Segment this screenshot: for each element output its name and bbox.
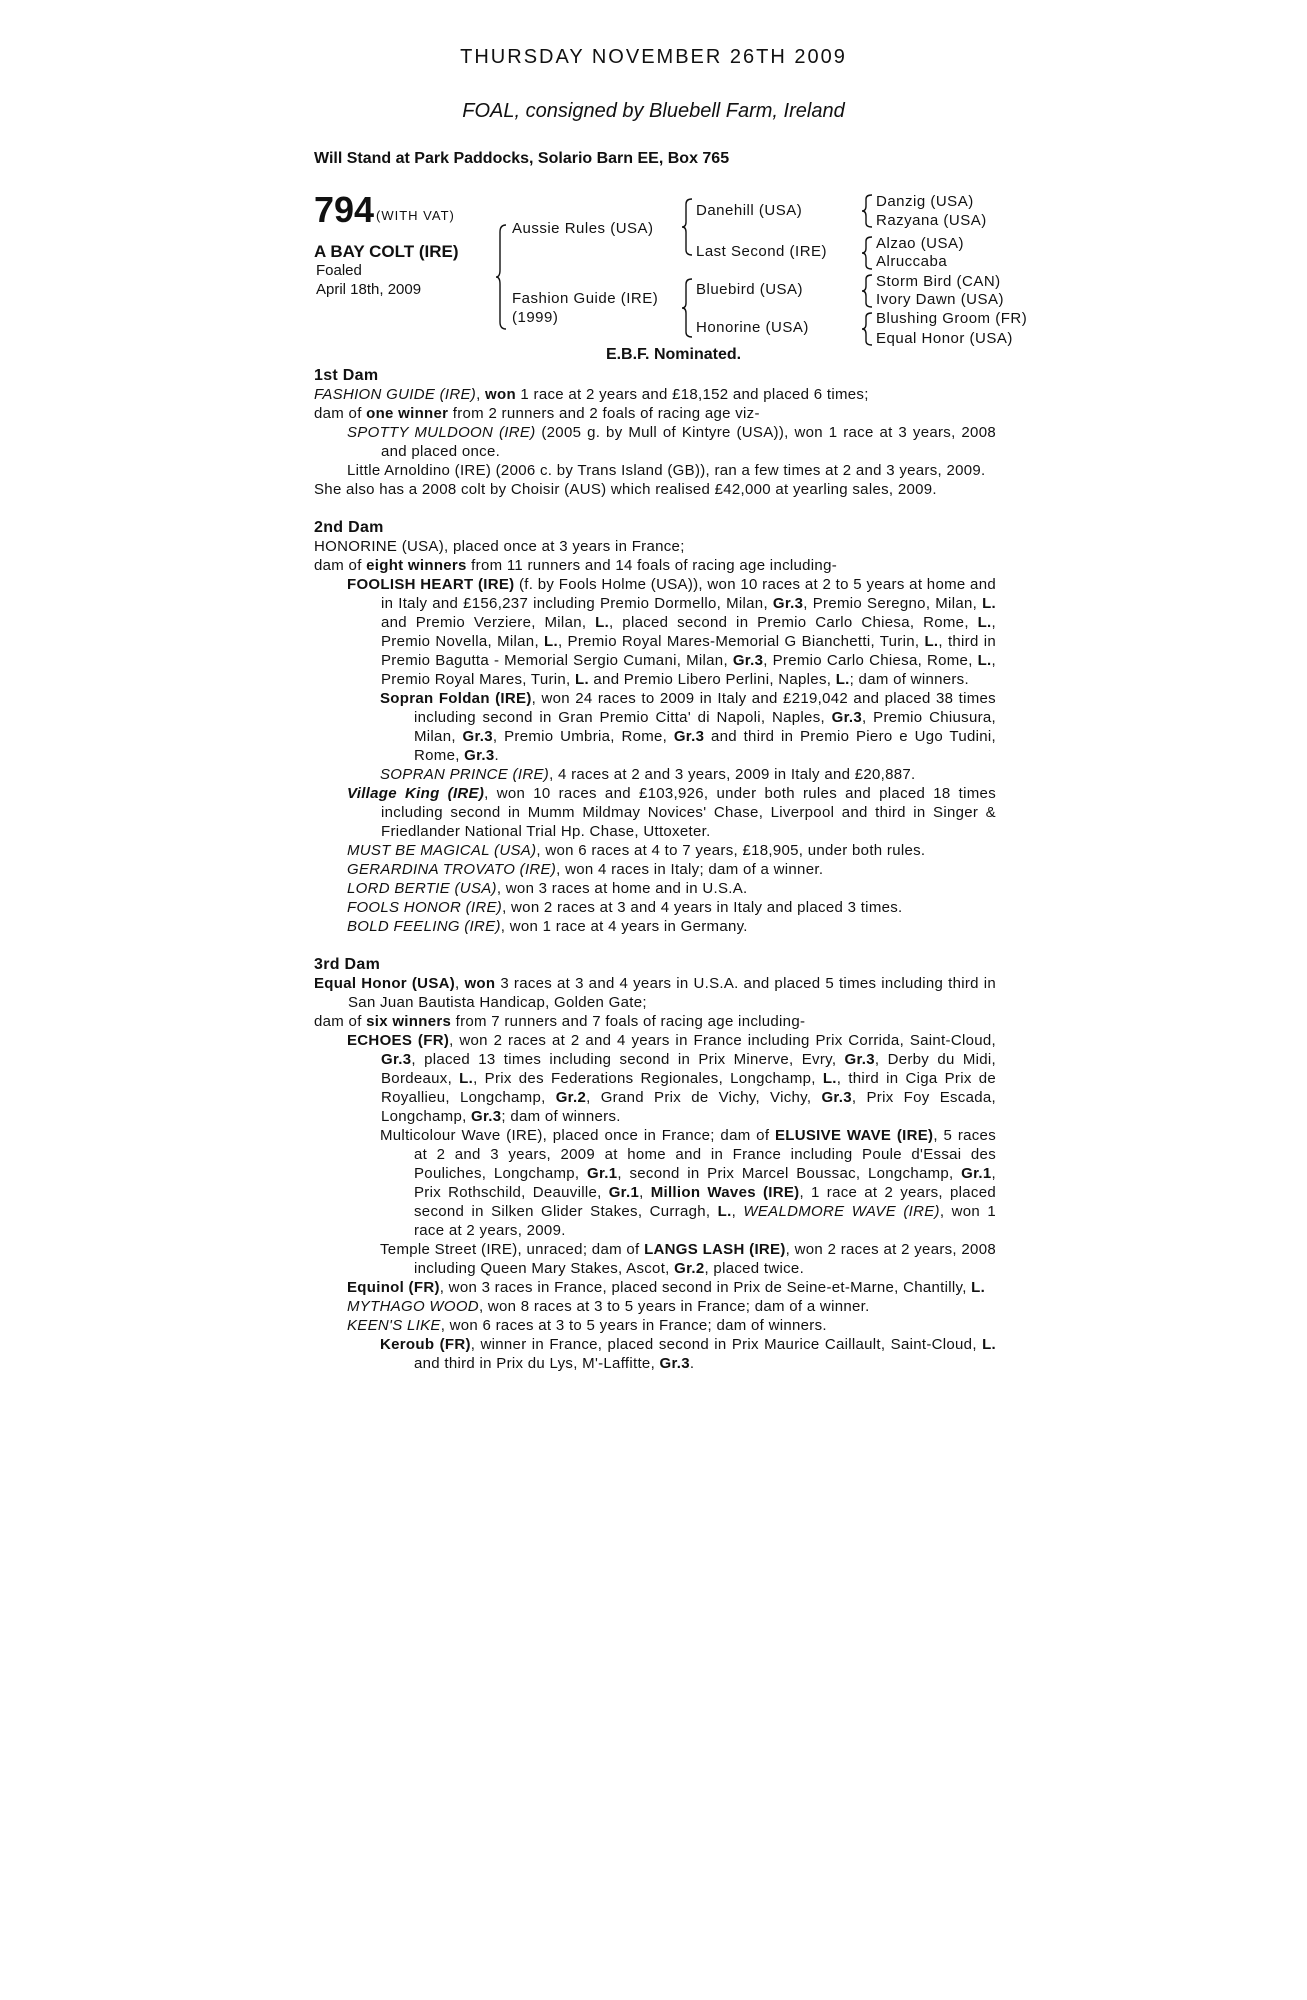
pedigree-bracket-ggp1 [862,194,874,228]
dam2-paragraph: dam of eight winners from 11 runners and 14 foals of racing age including- [314,557,838,574]
dam1-paragraph: She also has a 2008 colt by Choisir (AUS) which realised £42,000 at yearling sales, 2009. [314,481,937,498]
dam3-paragraph: KEEN'S LIKE, won 6 races at 3 to 5 years in France; dam of winners. [347,1317,827,1334]
pedigree-ggp-6: Ivory Dawn (USA) [876,291,1005,308]
dam2-paragraph: FOOLISH HEART (IRE) (f. by Fools Holme (USA)), won 10 races at 2 to 5 years at home and in Italy and £156,237 including Premio Dormello, Milan, Gr.3, Premio Seregno, Milan, L. and Premio Verziere, Milan, L., placed second in Premio Carlo Chiesa, Rome, L., Premio Novella, Milan, L., Premio Royal Mares-Memorial G Bianchetti, Turin, L., third in Premio Bagutta - Memorial Sergio Cumani, Milan, Gr.3, Premio Carlo Chiesa, Rome, L., Premio Royal Mares, Turin, L. and Premio Libero Perlini, Naples, L.; dam of winners. [347,576,996,688]
lot-number: 794 [314,189,375,230]
dam3-paragraph: Temple Street (IRE), unraced; dam of LANGS LASH (IRE), won 2 races at 2 years, 2008 including Queen Mary Stakes, Ascot, Gr.2, placed twice. [380,1241,996,1277]
dam1-paragraph: Little Arnoldino (IRE) (2006 c. by Trans Island (GB)), ran a few times at 2 and 3 years, 2009. [347,462,986,479]
dam2-paragraph: LORD BERTIE (USA), won 3 races at home and in U.S.A. [347,880,748,897]
pedigree-dam-dam: Honorine (USA) [696,319,809,336]
first-dam-heading: 1st Dam [314,367,379,384]
pedigree-ggp-1: Danzig (USA) [876,193,974,210]
pedigree-dam-year: (1999) [512,309,559,326]
dam2-paragraph: HONORINE (USA), placed once at 3 years in France; [314,538,685,555]
dam3-paragraph: Equinol (FR), won 3 races in France, placed second in Prix de Seine-et-Marne, Chantilly, L. [347,1279,986,1296]
pedigree-ggp-7: Blushing Groom (FR) [876,310,1028,327]
pedigree-sire-dam: Last Second (IRE) [696,243,828,260]
dam3-paragraph: ECHOES (FR), won 2 races at 2 and 4 years in France including Prix Corrida, Saint-Cloud, Gr.3, placed 13 times including second in Prix Minerve, Evry, Gr.3, Derby du Midi, Bordeaux, L., Prix des Federations Regionales, Longchamp, L., third in Ciga Prix de Royallieu, Longchamp, Gr.2, Grand Prix de Vichy, Vichy, Gr.3, Prix Foy Escada, Longchamp, Gr.3; dam of winners. [347,1032,996,1125]
dam3-paragraph: dam of six winners from 7 runners and 7 foals of racing age including- [314,1013,806,1030]
pedigree-bracket-main [496,224,508,330]
dam2-paragraph: GERARDINA TROVATO (IRE), won 4 races in Italy; dam of a winner. [347,861,824,878]
pedigree-bracket-dam [682,278,694,338]
pedigree-ggp-3: Alzao (USA) [876,235,965,252]
pedigree-dam: Fashion Guide (IRE) [512,290,659,307]
first-dam-section [314,385,996,499]
foaled-date: April 18th, 2009 [316,281,422,298]
pedigree-ggp-4: Alruccaba [876,253,948,270]
dam2-paragraph: Village King (IRE), won 10 races and £103,926, under both rules and placed 18 times including second in Mumm Mildmay Novices' Chase, Liverpool and third in Singer & Friedlander National Trial Hp. Chase, Uttoxeter. [347,785,996,840]
dam1-paragraph: SPOTTY MULDOON (IRE) (2005 g. by Mull of Kintyre (USA)), won 1 race at 3 years, 2008 and placed once. [347,424,996,460]
dam2-paragraph: Sopran Foldan (IRE), won 24 races to 2009 in Italy and £219,042 and placed 38 times including second in Gran Premio Citta' di Napoli, Naples, Gr.3, Premio Chiusura, Milan, Gr.3, Premio Umbria, Rome, Gr.3 and third in Premio Piero e Ugo Tudini, Rome, Gr.3. [380,690,996,764]
pedigree-bracket-sire [682,198,694,256]
dam3-paragraph: Keroub (FR), winner in France, placed second in Prix Maurice Caillault, Saint-Cloud, L. and third in Prix du Lys, M'-Laffitte, Gr.3. [380,1336,997,1372]
lot-name: A BAY COLT (IRE) [314,242,459,261]
stand-location: Will Stand at Park Paddocks, Solario Barn EE, Box 765 [314,150,730,167]
pedigree-sire-sire: Danehill (USA) [696,202,803,219]
dam3-paragraph: MYTHAGO WOOD, won 8 races at 3 to 5 years in France; dam of a winner. [347,1298,870,1315]
dam2-paragraph: SOPRAN PRINCE (IRE), 4 races at 2 and 3 years, 2009 in Italy and £20,887. [380,766,916,783]
dam1-paragraph: dam of one winner from 2 runners and 2 foals of racing age viz- [314,405,760,422]
vat-note: (WITH VAT) [376,208,455,223]
dam2-paragraph: MUST BE MAGICAL (USA), won 6 races at 4 to 7 years, £18,905, under both rules. [347,842,926,859]
third-dam-heading: 3rd Dam [314,956,381,973]
pedigree-dam-sire: Bluebird (USA) [696,281,804,298]
dam3-paragraph: Equal Honor (USA), won 3 races at 3 and 4 years in U.S.A. and placed 5 times including third in San Juan Bautista Handicap, Golden Gate; [314,975,996,1011]
consignment-line: FOAL, consigned by Bluebell Farm, Ireland [462,100,845,122]
pedigree-ggp-2: Razyana (USA) [876,212,987,229]
pedigree-bracket-ggp3 [862,274,874,308]
dam2-paragraph: BOLD FEELING (IRE), won 1 race at 4 years in Germany. [347,918,748,935]
ebf-nominated: E.B.F. Nominated. [605,346,742,363]
foaled-label: Foaled [316,262,362,279]
dam1-paragraph: FASHION GUIDE (IRE), won 1 race at 2 years and £18,152 and placed 6 times; [314,386,869,403]
third-dam-section [314,974,996,1373]
pedigree-ggp-5: Storm Bird (CAN) [876,273,1001,290]
pedigree-ggp-8: Equal Honor (USA) [876,330,1013,347]
catalogue-body [314,366,996,1373]
dam2-paragraph: FOOLS HONOR (IRE), won 2 races at 3 and 4 years in Italy and placed 3 times. [347,899,903,916]
pedigree-bracket-ggp2 [862,236,874,270]
dam3-paragraph: Multicolour Wave (IRE), placed once in France; dam of ELUSIVE WAVE (IRE), 5 races at 2 and 3 years, 2009 at home and in France including Poule d'Essai des Pouliches, Longchamp, Gr.1, second in Prix Marcel Boussac, Longchamp, Gr.1, Prix Rothschild, Deauville, Gr.1, Million Waves (IRE), 1 race at 2 years, placed second in Silken Glider Stakes, Curragh, L., WEALDMORE WAVE (IRE), won 1 race at 2 years, 2009. [380,1127,997,1239]
sale-date: THURSDAY NOVEMBER 26TH 2009 [460,46,847,68]
pedigree-bracket-ggp4 [862,312,874,346]
second-dam-heading: 2nd Dam [314,519,384,536]
pedigree-sire: Aussie Rules (USA) [512,220,654,237]
second-dam-section [314,537,996,936]
